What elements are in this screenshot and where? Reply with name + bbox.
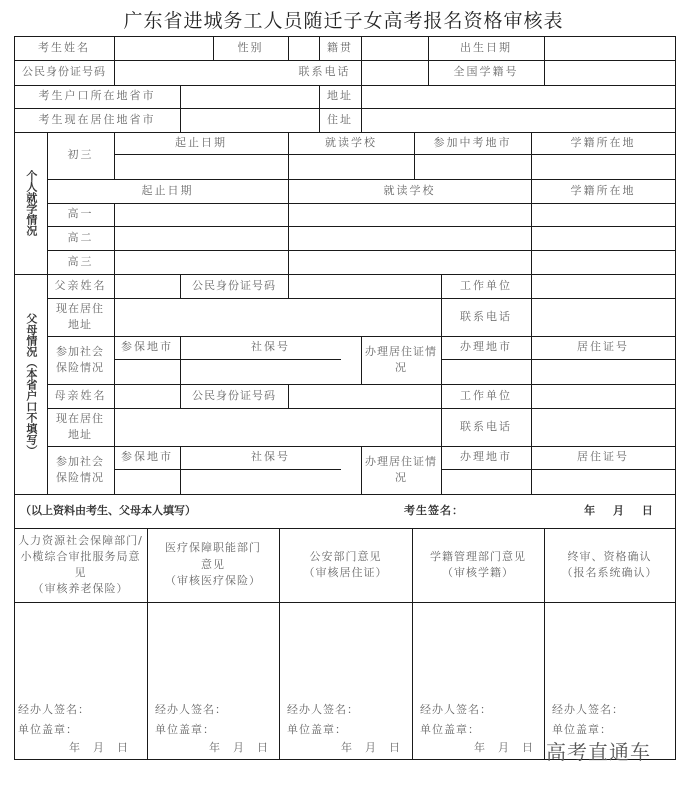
junior3-registry-field[interactable]	[532, 155, 675, 179]
mother-id-label: 公民身份证号码	[192, 388, 276, 402]
father-permit-label: 办理居住证情况	[365, 344, 437, 374]
father-social-label: 参加社会保险情况	[56, 344, 104, 374]
review-opinion-5-field[interactable]	[545, 603, 675, 693]
mother-name-label: 母亲姓名	[54, 388, 107, 402]
residence-address-label: 住址	[327, 112, 353, 126]
review-dept-1-sub: （审核养老保险）	[32, 581, 129, 595]
native-place-label: 籍贯	[327, 40, 353, 54]
father-phone-field[interactable]	[532, 299, 675, 336]
id-number-field[interactable]	[115, 61, 299, 85]
review-dept-4-name: 学籍管理部门意见	[430, 549, 526, 563]
review-dept-3-sub: （审核居住证）	[303, 566, 388, 579]
education-section-label: 个人就学情况	[24, 170, 38, 236]
review-form-table	[14, 36, 676, 759]
birth-date-label: 出生日期	[460, 40, 512, 54]
junior3-label: 初三	[67, 148, 94, 162]
review-dept-4	[412, 528, 544, 602]
form-title: 广东省进城务工人员随迁子女高考报名资格审核表	[123, 10, 564, 32]
senior1-dates-field[interactable]	[115, 204, 288, 226]
candidate-signature-label: 考生签名：	[404, 503, 464, 517]
review-stamp-4: 单位盖章：	[420, 723, 480, 736]
review-dept-2	[147, 528, 279, 602]
father-social-no-field[interactable]	[181, 360, 361, 384]
mother-work-label: 工作单位	[460, 388, 512, 402]
review-dept-5-sub: （报名系统确认）	[561, 566, 658, 579]
mother-permit-no-field[interactable]	[532, 470, 675, 494]
father-insured-city-field[interactable]	[115, 360, 180, 384]
review-dept-2-name: 医疗保障职能部门意见	[165, 541, 261, 571]
review-dept-1	[14, 528, 147, 602]
father-permit-city-label: 办理地市	[460, 340, 512, 354]
mother-address-label: 现在居住地址	[56, 411, 104, 441]
hukou-province-label: 考生户口所在地省市	[38, 89, 156, 103]
junior3-exam-city-field[interactable]	[415, 155, 531, 179]
mother-address-field[interactable]	[115, 409, 441, 446]
father-permit-city-field[interactable]	[442, 360, 531, 384]
residence-address-field[interactable]	[362, 109, 675, 132]
gender-field[interactable]	[289, 37, 319, 60]
mother-insured-city-field[interactable]	[115, 470, 180, 494]
review-dept-2-sub: （审核医疗保险）	[165, 574, 261, 588]
senior1-label: 高一	[67, 207, 94, 221]
father-work-label: 工作单位	[460, 278, 512, 292]
review-stamp-3: 单位盖章：	[287, 723, 347, 736]
senior2-dates-field[interactable]	[115, 227, 288, 250]
review-date-2: 年 月 日	[209, 741, 269, 754]
father-permit-no-label: 居住证号	[577, 340, 629, 354]
senior-header-dates: 起止日期	[141, 183, 194, 197]
declaration-date: 年 月 日	[584, 503, 654, 517]
mother-phone-field[interactable]	[532, 409, 675, 446]
mother-name-field[interactable]	[115, 385, 180, 408]
review-stamp-2: 单位盖章：	[155, 723, 215, 736]
review-dept-4-sub: （审核学籍）	[442, 566, 514, 579]
candidate-signature-field[interactable]	[484, 496, 574, 526]
mother-social-label: 参加社会保险情况	[56, 454, 104, 484]
mother-phone-label: 联系电话	[460, 419, 512, 433]
name-field[interactable]	[115, 37, 213, 60]
mother-social-no-label: 社保号	[251, 450, 290, 464]
review-stamp-5: 单位盖章：	[552, 723, 612, 736]
review-date-4: 年 月 日	[474, 741, 534, 754]
mother-social-no-field[interactable]	[181, 470, 361, 494]
junior3-header-registry: 学籍所在地	[570, 135, 636, 149]
review-date-1: 年 月 日	[69, 741, 129, 754]
review-dept-3-name: 公安部门意见	[309, 549, 382, 563]
declaration-note: （以上资料由考生、父母本人填写）	[20, 503, 196, 517]
residence-province-label: 考生现在居住地省市	[38, 112, 156, 126]
senior3-dates-field[interactable]	[115, 251, 288, 274]
junior3-dates-field[interactable]	[115, 155, 288, 179]
review-stamp-1: 单位盖章：	[18, 723, 78, 736]
student-no-label: 全国学籍号	[453, 65, 519, 79]
senior-header-school: 就读学校	[383, 183, 436, 197]
senior-header-registry: 学籍所在地	[570, 183, 636, 197]
father-insured-city-label: 参保地市	[121, 340, 173, 354]
senior1-registry-field[interactable]	[532, 204, 675, 226]
review-opinion-4-field[interactable]	[413, 603, 544, 693]
mother-permit-city-field[interactable]	[442, 470, 531, 494]
review-handler-4: 经办人签名：	[420, 703, 492, 716]
review-opinion-2-field[interactable]	[148, 603, 279, 693]
mother-permit-label: 办理居住证情况	[365, 454, 437, 484]
father-name-label: 父亲姓名	[54, 278, 107, 292]
senior3-school-field[interactable]	[289, 251, 531, 274]
hukou-address-field[interactable]	[362, 86, 675, 108]
father-id-field[interactable]	[289, 275, 441, 298]
review-dept-3	[279, 528, 412, 602]
hukou-address-label: 地址	[327, 89, 353, 103]
senior1-school-field[interactable]	[289, 204, 531, 226]
gender-label: 性别	[237, 40, 264, 54]
parents-section-label: 父母情况（本省户口不填写）	[24, 312, 38, 456]
review-opinion-1-field[interactable]	[15, 603, 147, 693]
father-address-field[interactable]	[115, 299, 441, 336]
mother-permit-city-label: 办理地市	[460, 450, 512, 464]
hukou-province-field[interactable]	[181, 86, 319, 108]
father-phone-label: 联系电话	[460, 309, 512, 323]
review-handler-2: 经办人签名：	[155, 703, 227, 716]
phone-label: 联系电话	[298, 65, 351, 79]
phone-field[interactable]	[362, 61, 428, 85]
father-social-no-label: 社保号	[251, 340, 290, 354]
review-handler-3: 经办人签名：	[287, 703, 359, 716]
mother-permit-no-label: 居住证号	[577, 450, 629, 464]
review-handler-5: 经办人签名：	[552, 703, 624, 716]
senior3-label: 高三	[67, 254, 94, 268]
student-no-field[interactable]	[545, 61, 675, 85]
review-dept-1-name: 人力资源社会保障部门/小榄综合审批服务局意见	[18, 534, 143, 579]
review-opinion-3-field[interactable]	[280, 603, 412, 693]
review-dept-5-name: 终审、资格确认	[567, 549, 652, 563]
name-label: 考生姓名	[38, 40, 90, 54]
id-number-label: 公民身份证号码	[22, 65, 106, 79]
senior2-registry-field[interactable]	[532, 227, 675, 250]
father-name-field[interactable]	[115, 275, 180, 298]
junior3-school-field[interactable]	[289, 155, 414, 179]
junior3-header-school: 就读学校	[325, 135, 377, 149]
residence-province-field[interactable]	[181, 109, 319, 132]
senior3-registry-field[interactable]	[532, 251, 675, 274]
mother-id-field[interactable]	[289, 385, 441, 408]
review-handler-1: 经办人签名：	[18, 703, 90, 716]
native-place-field[interactable]	[362, 37, 428, 60]
father-id-label: 公民身份证号码	[192, 278, 276, 292]
mother-work-field[interactable]	[532, 385, 675, 408]
review-date-3: 年 月 日	[341, 741, 401, 754]
father-permit-no-field[interactable]	[532, 360, 675, 384]
birth-date-field[interactable]	[545, 37, 675, 60]
review-dept-5	[544, 528, 675, 602]
father-address-label: 现在居住地址	[56, 301, 104, 331]
father-work-field[interactable]	[532, 275, 675, 298]
junior3-header-exam-city: 参加中考地市	[433, 135, 512, 149]
senior2-label: 高二	[67, 230, 94, 244]
senior2-school-field[interactable]	[289, 227, 531, 250]
watermark-logo: 高考直通车	[546, 740, 651, 764]
mother-insured-city-label: 参保地市	[121, 450, 173, 464]
junior3-header-dates: 起止日期	[175, 135, 227, 149]
